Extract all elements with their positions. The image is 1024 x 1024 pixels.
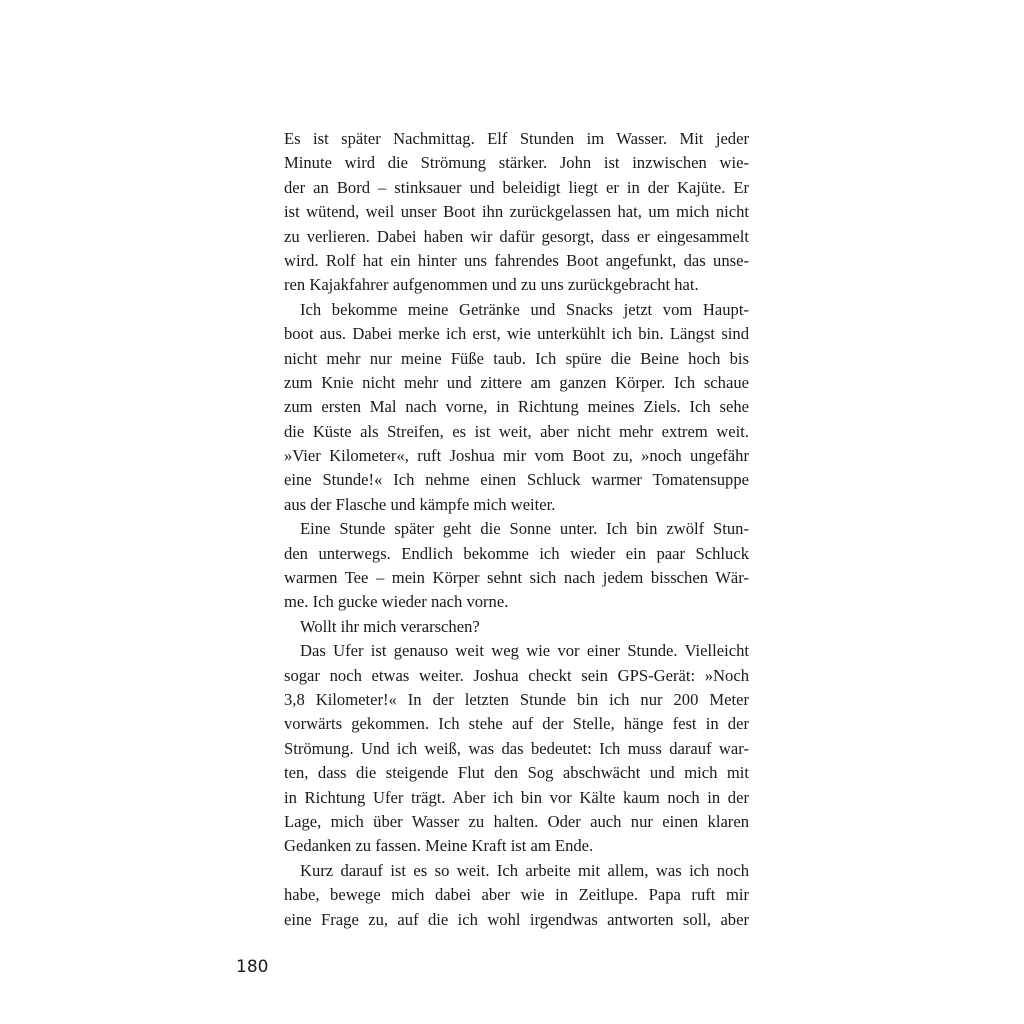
text-line: wird. Rolf hat ein hinter uns fahrendes Boot angefunkt, das unse-: [284, 250, 749, 270]
text-line: Das Ufer ist genauso weit weg wie vor einer Stunde. Vielleicht: [300, 641, 749, 661]
text-line: ren Kajakfahrer aufgenommen und zu uns zurückgebracht hat.: [284, 275, 699, 295]
text-line: »Vier Kilometer«, ruft Joshua mir vom Boot zu, »noch ungefähr: [284, 446, 749, 466]
page-number: 180: [236, 957, 269, 977]
text-line: Lage, mich über Wasser zu halten. Oder auch nur einen klaren: [284, 811, 749, 831]
text-line: 3,8 Kilometer!« In der letzten Stunde bin ich nur 200 Meter: [284, 689, 749, 709]
text-line: vorwärts gekommen. Ich stehe auf der Stelle, hänge fest in der: [284, 714, 749, 734]
text-line: zum ersten Mal nach vorne, in Richtung meines Ziels. Ich sehe: [284, 397, 749, 417]
text-line: me. Ich gucke wieder nach vorne.: [284, 592, 509, 612]
text-line: warmen Tee – mein Körper sehnt sich nach jedem bisschen Wär-: [284, 568, 749, 588]
paragraph: [284, 859, 749, 932]
text-line: den unterwegs. Endlich bekomme ich wieder ein paar Schluck: [284, 543, 749, 563]
text-line: in Richtung Ufer trägt. Aber ich bin vor Kälte kaum noch in der: [284, 787, 749, 807]
text-line: ten, dass die steigende Flut den Sog abschwächt und mich mit: [284, 763, 749, 783]
paragraph: [284, 517, 749, 615]
text-line: Es ist später Nachmittag. Elf Stunden im Wasser. Mit jeder: [284, 129, 749, 148]
text-line: ist wütend, weil unser Boot ihn zurückgelassen hat, um mich nicht: [284, 202, 749, 222]
text-line: eine Frage zu, auf die ich wohl irgendwas antworten soll, aber: [284, 909, 749, 929]
text-line: die Küste als Streifen, es ist weit, aber nicht mehr extrem weit.: [284, 421, 749, 441]
paragraph: [284, 127, 749, 298]
text-line: nicht mehr nur meine Füße taub. Ich spüre die Beine hoch bis: [284, 348, 749, 368]
text-line: zum Knie nicht mehr und zittere am ganzen Körper. Ich schaue: [284, 372, 749, 392]
text-line: Eine Stunde später geht die Sonne unter. Ich bin zwölf Stun-: [300, 519, 749, 539]
paragraph: [284, 639, 749, 859]
text-line: sogar noch etwas weiter. Joshua checkt sein GPS-Gerät: »Noch: [284, 665, 749, 685]
body-text: [284, 127, 749, 932]
paragraph: [284, 615, 749, 639]
text-line: zu verlieren. Dabei haben wir dafür gesorgt, dass er eingesammelt: [284, 226, 749, 246]
text-line: boot aus. Dabei merke ich erst, wie unterkühlt ich bin. Längst sind: [284, 324, 749, 344]
text-line: Ich bekomme meine Getränke und Snacks jetzt vom Haupt-: [300, 299, 749, 319]
text-line: der an Bord – stinksauer und beleidigt liegt er in der Kajüte. Er: [284, 177, 749, 197]
text-line: Minute wird die Strömung stärker. John ist inzwischen wie-: [284, 153, 749, 173]
text-line: habe, bewege mich dabei aber wie in Zeitlupe. Papa ruft mir: [284, 885, 749, 905]
text-line: Wollt ihr mich verarschen?: [300, 616, 480, 636]
text-line: Kurz darauf ist es so weit. Ich arbeite mit allem, was ich noch: [300, 860, 749, 880]
text-line: eine Stunde!« Ich nehme einen Schluck warmer Tomatensuppe: [284, 470, 749, 490]
text-line: aus der Flasche und kämpfe mich weiter.: [284, 494, 556, 514]
text-line: Strömung. Und ich weiß, was das bedeutet: Ich muss darauf war-: [284, 738, 749, 758]
text-line: Gedanken zu fassen. Meine Kraft ist am Ende.: [284, 836, 594, 856]
paragraph: [284, 298, 749, 518]
